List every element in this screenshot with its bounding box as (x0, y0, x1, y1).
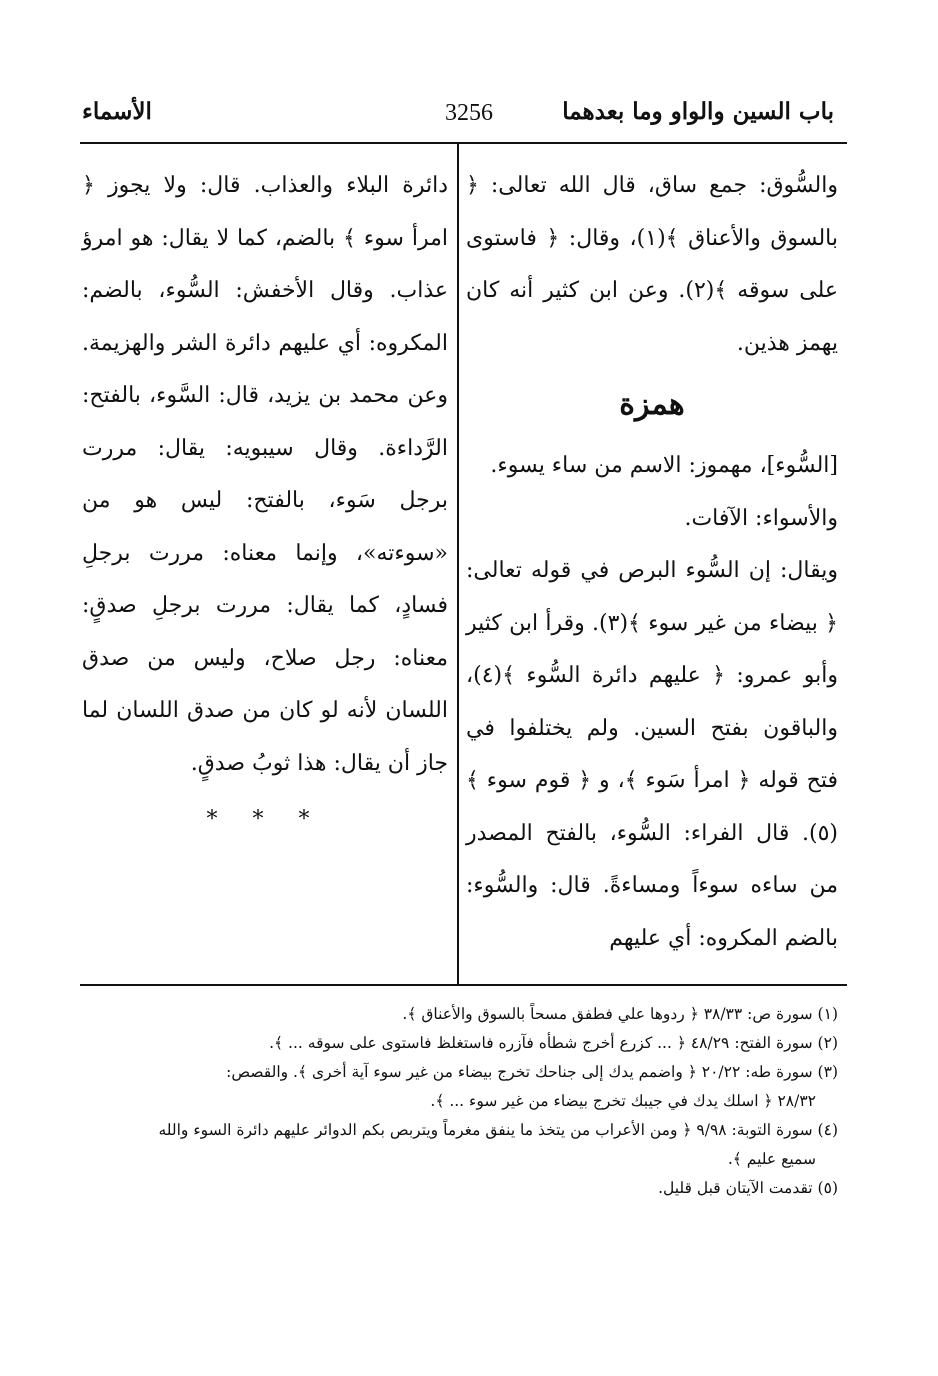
left-column (82, 160, 448, 847)
header-rule (80, 142, 847, 144)
footnote-2: (٢) سورة الفتح: ٤٨/٢٩ ﴿ ... كزرع أخرج شطأه فآزره فاستغلظ فاستوى على سوقه ... ﴾. (269, 1034, 838, 1052)
paragraph-souq: والسُّوق: جمع ساق، قال الله تعالى: ﴿ بالسوق والأعناق ﴾(١)، وقال: ﴿ فاستوى على سوقه ﴾(٢). وعن ابن كثير أنه كان يهمز هذين. (466, 173, 838, 356)
body-bottom-rule (80, 984, 847, 986)
right-column (466, 160, 838, 965)
section-heading-hamza: همزة (619, 387, 685, 422)
footnote-4: (٤) سورة التوبة: ٩/٩٨ ﴿ ومن الأعراب من يتخذ ما ينفق مغرماً ويتربص بكم الدوائر عليهم دائرة السوء والله (158, 1121, 838, 1139)
column-separator (457, 144, 459, 984)
footnote-3-continuation: ٢٨/٣٢ ﴿ اسلك يدك في جيبك تخرج بيضاء من غير سوء ... ﴾. (430, 1092, 816, 1110)
page-number: 3256 (445, 100, 493, 126)
paragraph-aswa: والأسواء: الآفات. (684, 505, 838, 531)
running-header-chapter: باب السين والواو وما بعدهما (562, 98, 834, 125)
paragraph-continuation: دائرة البلاء والعذاب. قال: ولا يجوز ﴿ امرأ سوء ﴾ بالضم، كما لا يقال: هو امرؤ عذاب. وقال الأخفش: السُّوء، بالضم: المكروه: أي عليهم دائرة الشر والهزيمة. وعن محمد بن يزيد، قال: السَّوء، بالفتح: الرَّداءة. وقال سيبويه: يقال: مررت برجل سَوء، بالفتح: ليس هو من «سوءته»، وإنما معناه: مررت برجلِ فسادٍ، كما يقال: مررت برجلِ صدقٍ: معناه: رجل صلاح، وليس من صدق اللسان لأنه لو كان من صدق اللسان لما جاز أن يقال: هذا ثوبُ صدقٍ. (82, 173, 448, 776)
section-end-stars: * * * (206, 807, 324, 832)
footnotes (93, 1000, 838, 1203)
paragraph-su-definition: [السُّوء]، مهموز: الاسم من ساء يسوء. (490, 453, 838, 478)
running-header-section: الأسماء (82, 98, 152, 125)
footnote-4-continuation: سميع عليم ﴾. (727, 1150, 816, 1168)
footnote-5: (٥) تقدمت الآيتان قبل قليل. (658, 1179, 838, 1197)
footnote-3: (٣) سورة طه: ٢٠/٢٢ ﴿ واضمم يدك إلى جناحك تخرج بيضاء من غير سوء آية أخرى ﴾. والقصص: (226, 1063, 838, 1081)
paragraph-su-readings: ويقال: إن السُّوء البرص في قوله تعالى: ﴿ بيضاء من غير سوء ﴾(٣). وقرأ ابن كثير وأبو عمرو: ﴿ عليهم دائرة السُّوء ﴾(٤)، والباقون بفتح السين. ولم يختلفوا في فتح قوله ﴿ امرأ سَوء ﴾، و ﴿ قوم سوء ﴾(٥). قال الفراء: السُّوء، بالفتح المصدر من ساءه سوءاً ومساءةً. قال: والسُّوء: بالضم المكروه: أي عليهم (466, 558, 838, 951)
footnote-1: (١) سورة ص: ٣٨/٣٣ ﴿ ردوها علي فطفق مسحاً بالسوق والأعناق ﴾. (402, 1005, 838, 1023)
